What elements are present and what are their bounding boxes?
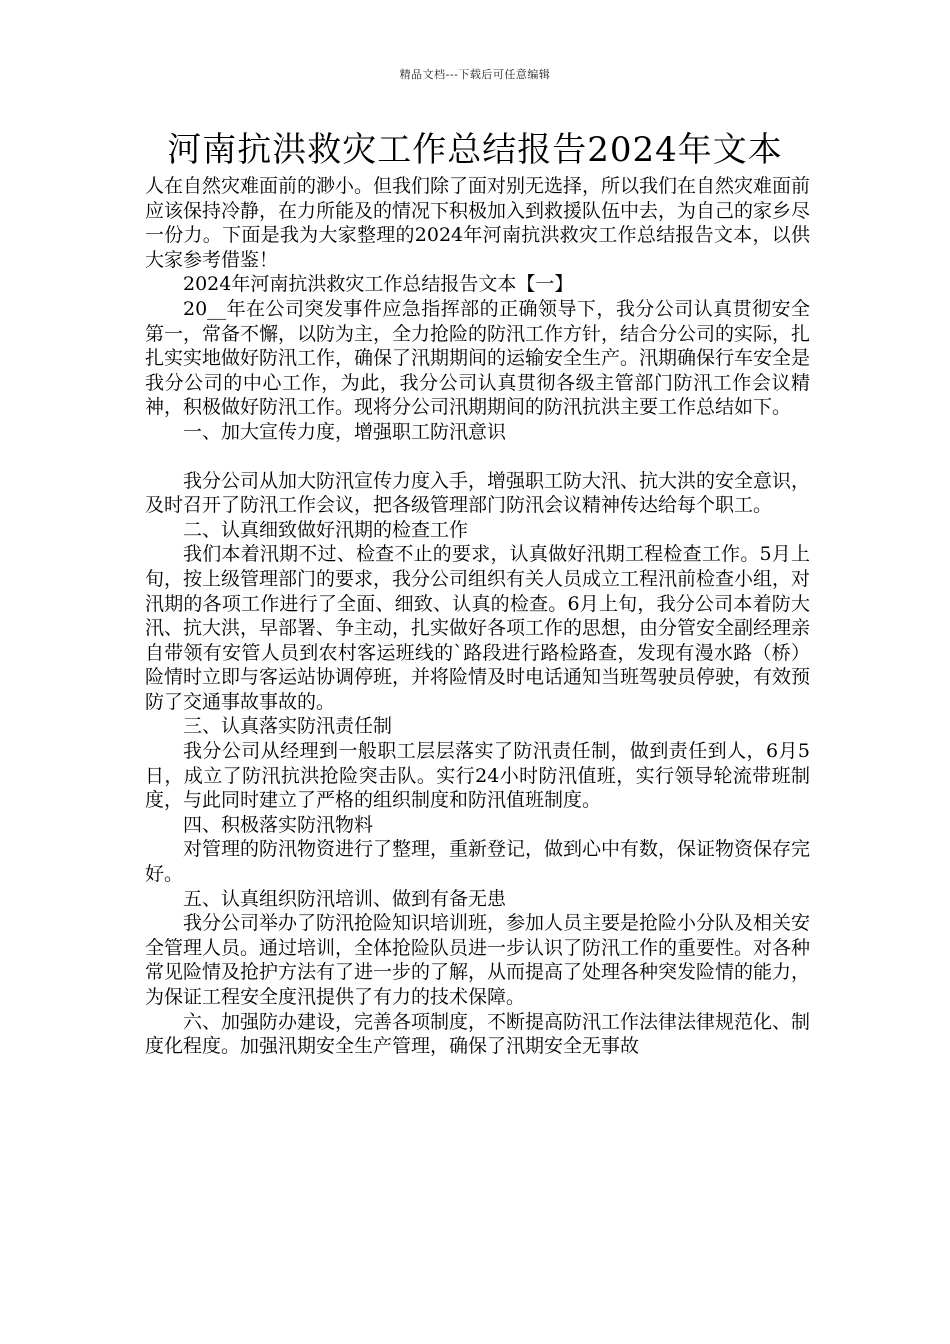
section-heading: 一、加大宣传力度，增强职工防汛意识 bbox=[183, 420, 507, 443]
section-title: 2024年河南抗洪救灾工作总结报告文本【一】 bbox=[183, 273, 574, 296]
body-paragraph: 我们本着汛期不过、检查不止的要求，认真做好汛期工程检查工作。5月上旬，按上级管理部门的要求，我分公司组织有关人员成立工程汛前检查小组，对汛期的各项工作进行了全面、细致、认真的检查。6月上旬，我分公司本着防大汛、抗大洪，早部署、争主动，扎实做好各项工作的思想，由分管安全副经理亲自带领有安管人员到农村客运班线的`路段进行路检路查，发现有漫水路（桥）险情时立即与客运站协调停班，并将险情及时电话通知当班驾驶员停驶，有效预防了交通事故事故的。 bbox=[145, 543, 811, 713]
body-paragraph: 对管理的防汛物资进行了整理，重新登记，做到心中有数，保证物资保存完好。 bbox=[145, 838, 811, 886]
section-heading: 二、认真细致做好汛期的检查工作 bbox=[183, 518, 469, 541]
body-paragraph: 20__年在公司突发事件应急指挥部的正确领导下，我分公司认真贯彻安全第一，常备不懈，以防为主，全力抢险的防汛工作方针，结合分公司的实际，扎扎实实地做好防汛工作，确保了汛期期间的运输安全生产。汛期确保行车安全是我分公司的中心工作，为此，我分公司认真贯彻各级主管部门防汛工作会议精神，积极做好防汛工作。现将分公司汛期期间的防汛抗洪主要工作总结如下。 bbox=[145, 297, 811, 419]
section-heading: 三、认真落实防汛责任制 bbox=[183, 715, 393, 738]
body-paragraph: 我分公司从加大防汛宣传力度入手，增强职工防大汛、抗大洪的安全意识，及时召开了防汛工作会议，把各级管理部门防汛会议精神传达给每个职工。 bbox=[145, 469, 811, 517]
body-paragraph: 我分公司举办了防汛抢险知识培训班，参加人员主要是抢险小分队及相关安全管理人员。通过培训，全体抢险队员进一步认识了防汛工作的重要性。对各种常见险情及抢护方法有了进一步的了解，从而提高了处理各种突发险情的能力，为保证工程安全度汛提供了有力的技术保障。 bbox=[145, 912, 811, 1008]
page-title: 河南抗洪救灾工作总结报告2024年文本 bbox=[167, 130, 783, 170]
body-paragraph: 我分公司从经理到一般职工层层落实了防汛责任制，做到责任到人，6月5日，成立了防汛抗洪抢险突击队。实行24小时防汛值班，实行领导轮流带班制度，与此同时建立了严格的组织制度和防汛值班制度。 bbox=[145, 740, 810, 812]
section-heading: 四、积极落实防汛物料 bbox=[183, 813, 374, 836]
header-note: 精品文档---下载后可任意编辑 bbox=[399, 68, 551, 81]
document-body bbox=[145, 174, 810, 1059]
intro-paragraph: 人在自然灾难面前的渺小。但我们除了面对别无选择，所以我们在自然灾难面前应该保持冷静，在力所能及的情况下积极加入到救援队伍中去，为自己的家乡尽一份力。下面是我为大家整理的2024年河南抗洪救灾工作总结报告文本，以供大家参考借鉴！ bbox=[145, 175, 811, 271]
blank-line bbox=[145, 445, 810, 469]
section-heading: 五、认真组织防汛培训、做到有备无患 bbox=[183, 887, 507, 910]
section-heading: 六、加强防办建设，完善各项制度，不断提高防汛工作法律法律规范化、制度化程度。加强汛期安全生产管理，确保了汛期安全无事故 bbox=[145, 1010, 811, 1058]
